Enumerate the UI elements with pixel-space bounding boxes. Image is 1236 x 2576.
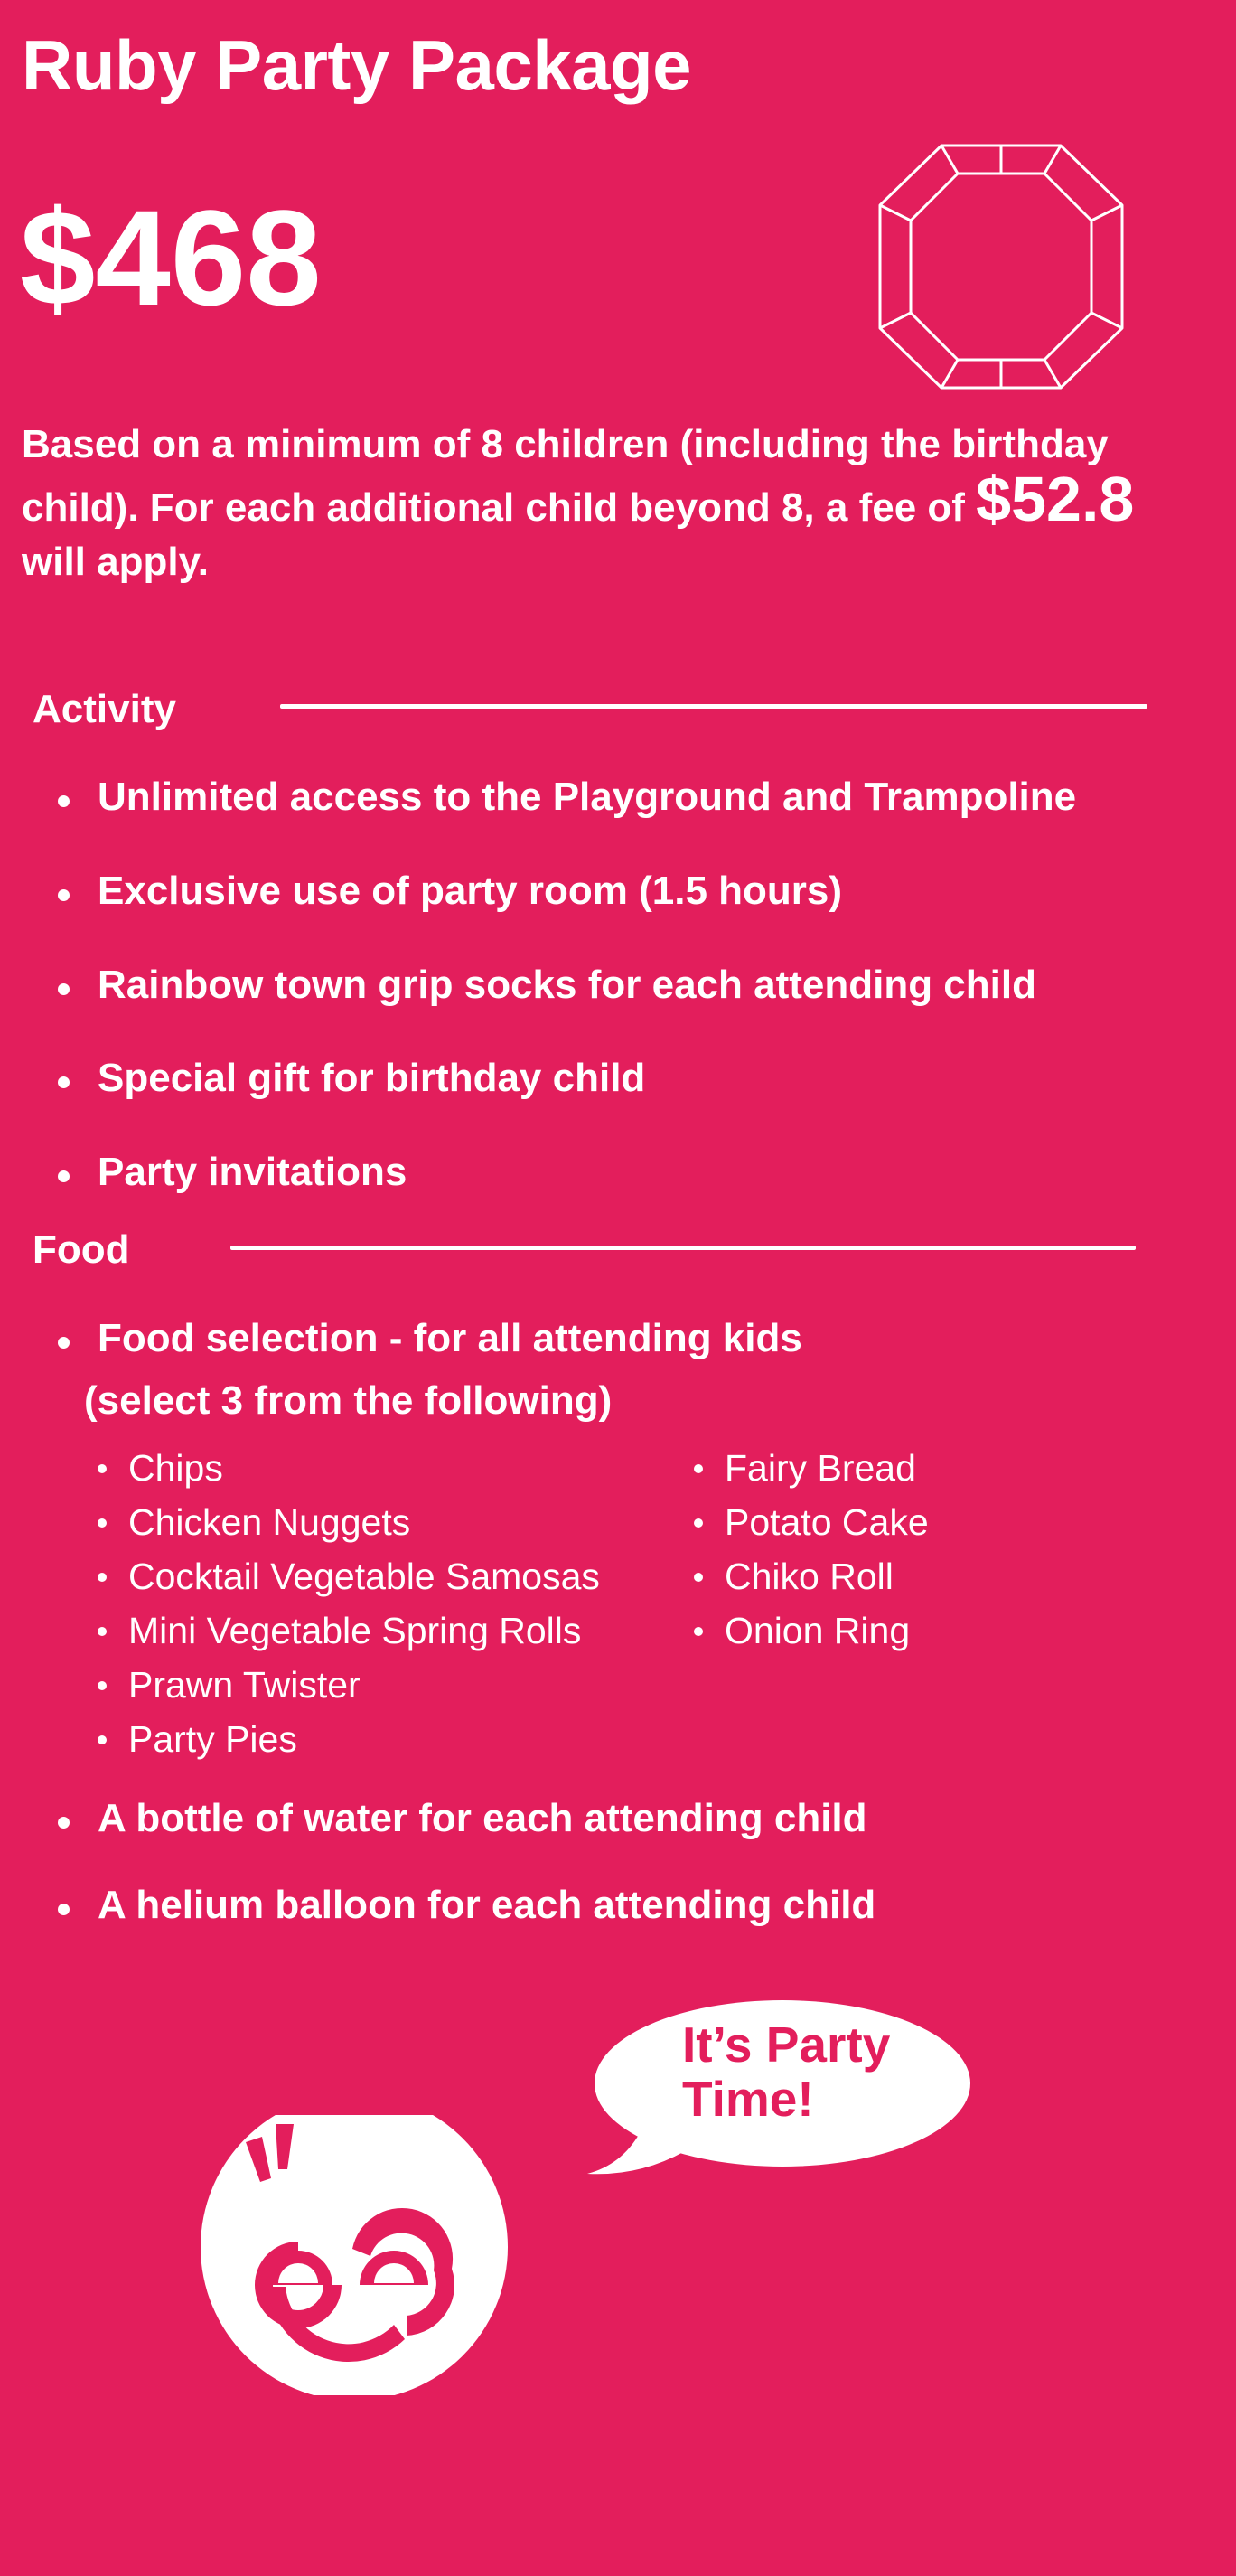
activity-list — [54, 774, 1076, 1243]
food-extras — [54, 1795, 876, 1930]
food-option: Cocktail Vegetable Samosas — [89, 1549, 600, 1603]
food-divider — [230, 1246, 1136, 1250]
activity-item: Special gift for birthday child — [54, 1055, 1076, 1103]
activity-heading: Activity — [33, 687, 176, 731]
activity-item: Unlimited access to the Playground and Trampoline — [54, 774, 1076, 822]
speech-bubble-text — [682, 2017, 890, 2126]
package-description — [22, 418, 1196, 589]
additional-fee: $52.8 — [976, 464, 1135, 534]
food-option: Onion Ring — [685, 1603, 929, 1658]
activity-item: Party invitations — [54, 1149, 1076, 1197]
activity-divider — [280, 704, 1147, 709]
food-option: Chips — [89, 1441, 600, 1495]
food-options-left — [89, 1441, 600, 1766]
activity-item: Exclusive use of party room (1.5 hours) — [54, 868, 1076, 916]
food-option: Chicken Nuggets — [89, 1495, 600, 1549]
food-selection-label: Food selection - for all attending kids — [54, 1315, 802, 1363]
food-selection-note: (select 3 from the following) — [84, 1378, 613, 1423]
speech-line-1: It’s Party — [682, 2017, 891, 2073]
food-option: Fairy Bread — [685, 1441, 929, 1495]
food-option: Mini Vegetable Spring Rolls — [89, 1603, 600, 1658]
food-extra-item: A bottle of water for each attending child — [54, 1795, 876, 1843]
gem-icon — [876, 140, 1126, 393]
food-extra-item: A helium balloon for each attending child — [54, 1882, 876, 1930]
food-option: Prawn Twister — [89, 1658, 600, 1712]
food-heading: Food — [33, 1227, 130, 1272]
speech-line-2: Time! — [682, 2071, 814, 2127]
description-text-end: will apply. — [22, 540, 210, 584]
food-selection — [54, 1315, 802, 1363]
description-text: Based on a minimum of 8 children (including the birthday child). For each additional child beyond 8, a fee of — [22, 422, 1109, 530]
mascot-face-icon — [181, 2115, 515, 2395]
package-title: Ruby Party Package — [22, 25, 692, 105]
food-option: Party Pies — [89, 1712, 600, 1766]
package-price: $468 — [20, 182, 322, 334]
activity-item: Rainbow town grip socks for each attending child — [54, 962, 1076, 1010]
food-option: Potato Cake — [685, 1495, 929, 1549]
food-option: Chiko Roll — [685, 1549, 929, 1603]
food-options-right — [685, 1441, 929, 1658]
